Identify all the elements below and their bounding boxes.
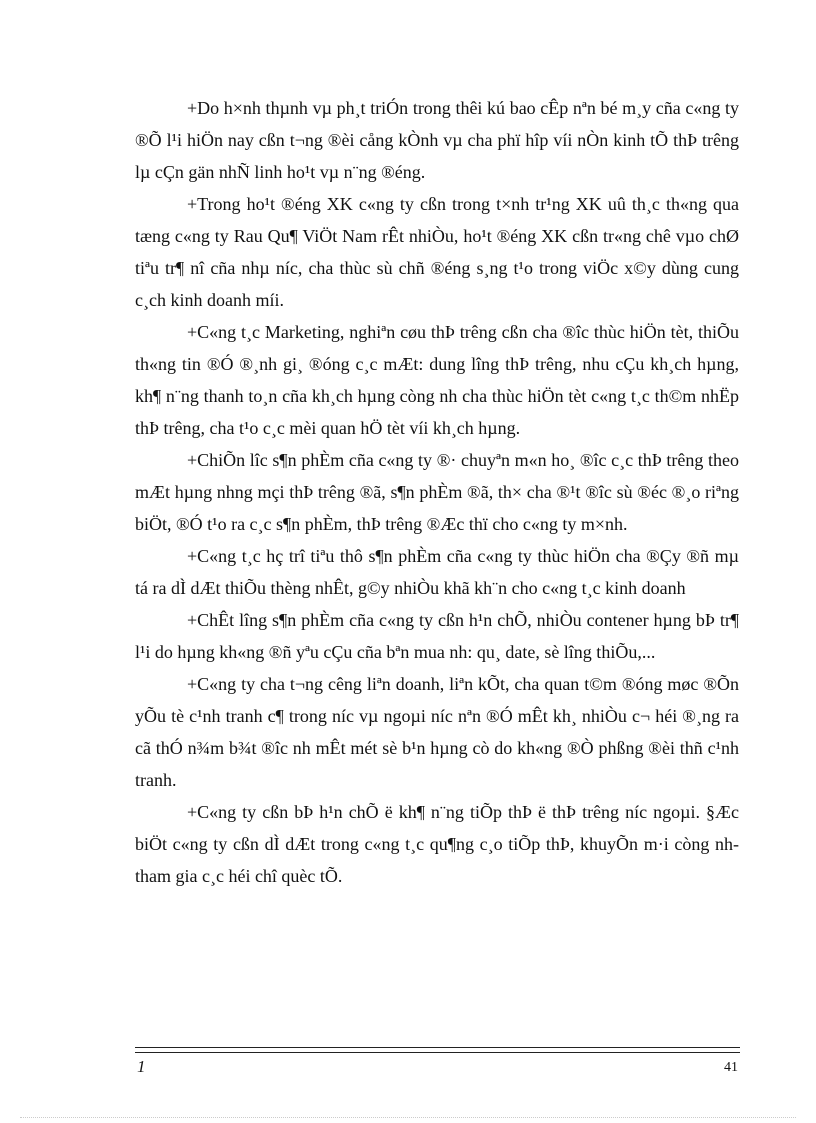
footer-divider: [135, 1047, 740, 1053]
body-text: [135, 92, 739, 892]
paragraph-3: +C«ng t¸c Marketing, nghiªn cøu thÞ trêng cßn cha ®îc thùc hiÖn tèt, thiÕu th«ng tin ®Ó ®¸nh gi¸ ®óng c¸c mÆt: dung lîng thÞ trêng, nhu cÇu kh¸ch hµng, kh¶ n¨ng thanh to¸n cña kh¸ch hµng còng nh cha thùc hiÖn tèt c«ng t¸c th©m nhËp thÞ trêng, cha t¹o c¸c mèi quan hÖ tèt víi kh¸ch hµng.: [135, 322, 739, 438]
paragraph-1: +Do h×nh thµnh vµ ph¸t triÓn trong thêi kú bao cÊp nªn bé m¸y cña c«ng ty ®Õ l¹i hiÖn nay cßn t¬ng ®èi cång kÒnh vµ cha phï hîp víi nÒn kinh tÕ thÞ trêng lµ cÇn gän nhÑ linh ho¹t vµ n¨ng ®éng.: [135, 98, 739, 182]
page-bottom-border: [20, 1117, 796, 1118]
paragraph-8: +C«ng ty cßn bÞ h¹n chÕ ë kh¶ n¨ng tiÕp thÞ ë thÞ trêng níc ngoµi. §Æc biÖt c«ng ty cßn dÌ dÆt trong c«ng t¸c qu¶ng c¸o tiÕp thÞ, khuyÕn m·i còng nh tham gia c¸c héi chî quèc tÕ.: [135, 802, 739, 886]
paragraph-7: +C«ng ty cha t¬ng cêng liªn doanh, liªn kÕt, cha quan t©m ®óng møc ®Õn yÕu tè c¹nh tranh c¶ trong níc vµ ngoµi níc nªn ®Ó mÊt kh¸ nhiÒu c¬ héi ®¸ng ra cã thÓ n¾m b¾t ®îc nh mÊt mét sè b¹n hµng cò do kh«ng ®Ò phßng ®èi thñ c¹nh tranh.: [135, 674, 739, 790]
paragraph-5: +C«ng t¸c hç trî tiªu thô s¶n phÈm cña c«ng ty thùc hiÖn cha ®Çy ®ñ mµ tá ra dÌ dÆt thiÕu thèng nhÊt, g©y nhiÒu khã kh¨n cho c«ng t¸c kinh doanh: [135, 546, 739, 598]
page-number: 41: [724, 1060, 738, 1075]
footer-left-mark: 1: [137, 1057, 146, 1076]
paragraph-2: +Trong ho¹t ®éng XK c«ng ty cßn trong t×nh tr¹ng XK uû th¸c th«ng qua tæng c«ng ty Rau Qu¶ ViÖt Nam rÊt nhiÒu, ho¹t ®éng XK cßn tr«ng chê vµo chØ tiªu tr¶ nî cña nhµ níc, cha thùc sù chñ ®éng s¸ng t¹o trong viÖc x©y dùng cung c¸ch kinh doanh míi.: [135, 194, 739, 310]
paragraph-6: +ChÊt lîng s¶n phÈm cña c«ng ty cßn h¹n chÕ, nhiÒu contener hµng bÞ tr¶ l¹i do hµng kh«ng ®ñ yªu cÇu cña bªn mua nh: qu¸ date, sè lîng thiÕu,...: [135, 610, 739, 662]
paragraph-4: +ChiÕn lîc s¶n phÈm cña c«ng ty ®· chuyªn m«n ho¸ ®îc c¸c thÞ trêng theo mÆt hµng nhng mçi thÞ trêng ®ã, s¶n phÈm ®ã, th× cha ®¹t ®îc sù ®éc ®¸o riªng biÖt, ®Ó t¹o ra c¸c s¶n phÈm, thÞ trêng ®Æc thï cho c«ng ty m×nh.: [135, 450, 739, 534]
